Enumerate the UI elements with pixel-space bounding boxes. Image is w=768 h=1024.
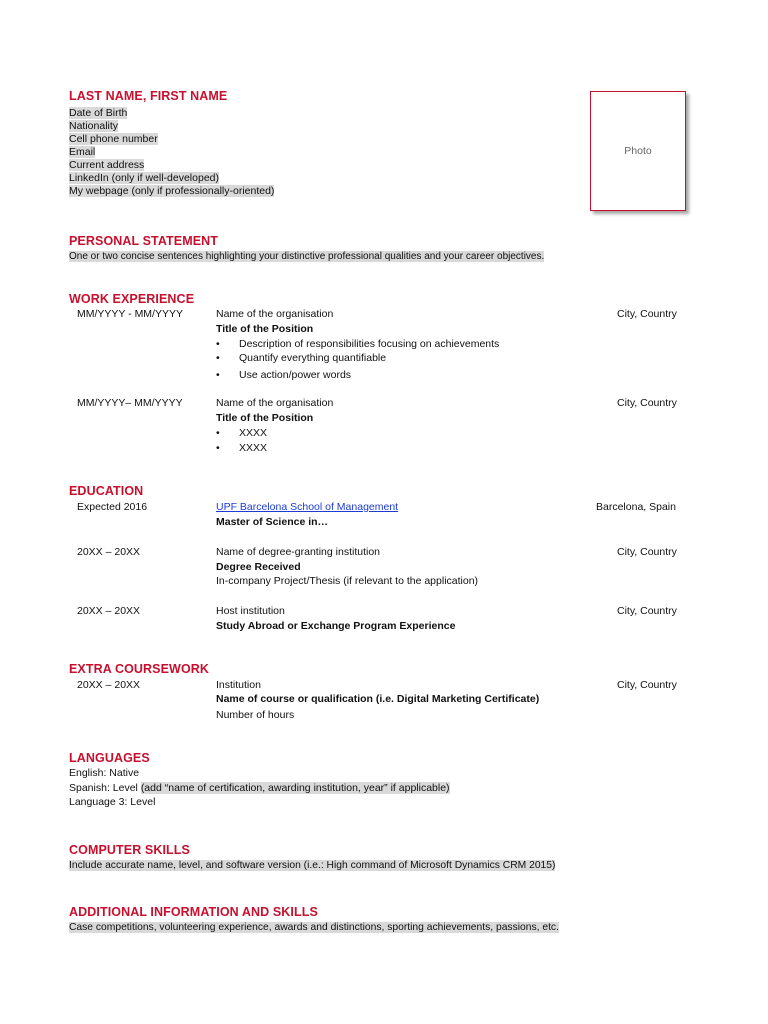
language-2-certification: (add “name of certification, awarding institution, year” if applicable) bbox=[140, 782, 450, 794]
bullet-icon: • bbox=[216, 427, 220, 439]
coursework-location: City, Country bbox=[617, 679, 677, 691]
computer-skills-highlight: Include accurate name, level, and software version (i.e.: High command of Microsoft Dynamics CRM 2015) bbox=[69, 860, 556, 871]
bullet-icon: • bbox=[216, 352, 220, 364]
photo-placeholder bbox=[590, 91, 686, 211]
computer-skills-heading: COMPUTER SKILLS bbox=[69, 843, 190, 857]
coursework-dates: 20XX – 20XX bbox=[77, 679, 141, 691]
cell-phone: Cell phone number bbox=[69, 133, 158, 145]
edu-2-note: In-company Project/Thesis (if relevant to the application) bbox=[216, 575, 479, 587]
work-1-position: Title of the Position bbox=[216, 323, 314, 335]
work-2-position: Title of the Position bbox=[216, 412, 314, 424]
linkedin: LinkedIn (only if well-developed) bbox=[69, 172, 219, 184]
work-2-dates: MM/YYYY– MM/YYYY bbox=[77, 397, 183, 409]
email: Email bbox=[69, 146, 96, 158]
coursework-hours: Number of hours bbox=[216, 709, 295, 721]
edu-3-dates: 20XX – 20XX bbox=[77, 605, 141, 617]
edu-2-dates: 20XX – 20XX bbox=[77, 546, 141, 558]
coursework-heading: EXTRA COURSEWORK bbox=[69, 662, 210, 676]
additional-info-highlight: Case competitions, volunteering experience, awards and distinctions, sporting achievements, passions, etc. bbox=[69, 922, 559, 933]
work-2-bullet-2: XXXX bbox=[239, 442, 268, 454]
work-2-org: Name of the organisation bbox=[216, 397, 334, 409]
current-address: Current address bbox=[69, 159, 145, 171]
edu-3-location: City, Country bbox=[617, 605, 677, 617]
edu-2-degree: Degree Received bbox=[216, 561, 301, 573]
photo-label: Photo bbox=[624, 145, 652, 157]
nationality: Nationality bbox=[69, 120, 119, 132]
edu-1-degree: Master of Science in… bbox=[216, 516, 329, 528]
bullet-icon: • bbox=[216, 338, 220, 350]
education-heading: EDUCATION bbox=[69, 484, 144, 498]
computer-skills-text bbox=[69, 859, 555, 872]
edu-1-location: Barcelona, Spain bbox=[596, 501, 676, 513]
webpage: My webpage (only if professionally-oriented) bbox=[69, 185, 275, 197]
edu-2-org: Name of degree-granting institution bbox=[216, 546, 381, 558]
work-1-location: City, Country bbox=[617, 308, 677, 320]
work-experience-heading: WORK EXPERIENCE bbox=[69, 292, 195, 306]
work-1-org: Name of the organisation bbox=[216, 308, 334, 320]
bullet-icon: • bbox=[216, 369, 220, 381]
contact-details bbox=[69, 107, 274, 198]
additional-info-heading: ADDITIONAL INFORMATION AND SKILLS bbox=[69, 905, 318, 919]
personal-statement-heading: PERSONAL STATEMENT bbox=[69, 234, 219, 248]
edu-3-org: Host institution bbox=[216, 605, 285, 617]
work-1-dates: MM/YYYY - MM/YYYY bbox=[77, 308, 183, 320]
coursework-institution: Institution bbox=[216, 679, 261, 691]
date-of-birth: Date of Birth bbox=[69, 107, 128, 119]
edu-2-location: City, Country bbox=[617, 546, 677, 558]
personal-statement-text bbox=[69, 250, 544, 263]
personal-statement-highlight: One or two concise sentences highlighting your distinctive professional qualities and your career objectives. bbox=[69, 251, 545, 262]
edu-1-school-link[interactable]: UPF Barcelona School of Management bbox=[216, 501, 399, 513]
work-2-location: City, Country bbox=[617, 397, 677, 409]
work-1-bullet-3: Use action/power words bbox=[239, 369, 352, 381]
edu-1-dates: Expected 2016 bbox=[77, 501, 148, 513]
language-2-level: Spanish: Level bbox=[69, 782, 141, 794]
language-2 bbox=[69, 782, 450, 795]
language-1: English: Native bbox=[69, 767, 140, 779]
work-2-bullet-1: XXXX bbox=[239, 427, 268, 439]
edu-3-degree: Study Abroad or Exchange Program Experience bbox=[216, 620, 456, 632]
bullet-icon: • bbox=[216, 442, 220, 454]
work-1-bullet-2: Quantify everything quantifiable bbox=[239, 352, 387, 364]
language-3: Language 3: Level bbox=[69, 796, 156, 808]
languages-heading: LANGUAGES bbox=[69, 751, 150, 765]
work-1-bullet-1: Description of responsibilities focusing on achievements bbox=[239, 338, 500, 350]
candidate-name: LAST NAME, FIRST NAME bbox=[69, 89, 228, 103]
additional-info-text bbox=[69, 921, 559, 934]
coursework-course: Name of course or qualification (i.e. Digital Marketing Certificate) bbox=[216, 693, 540, 705]
